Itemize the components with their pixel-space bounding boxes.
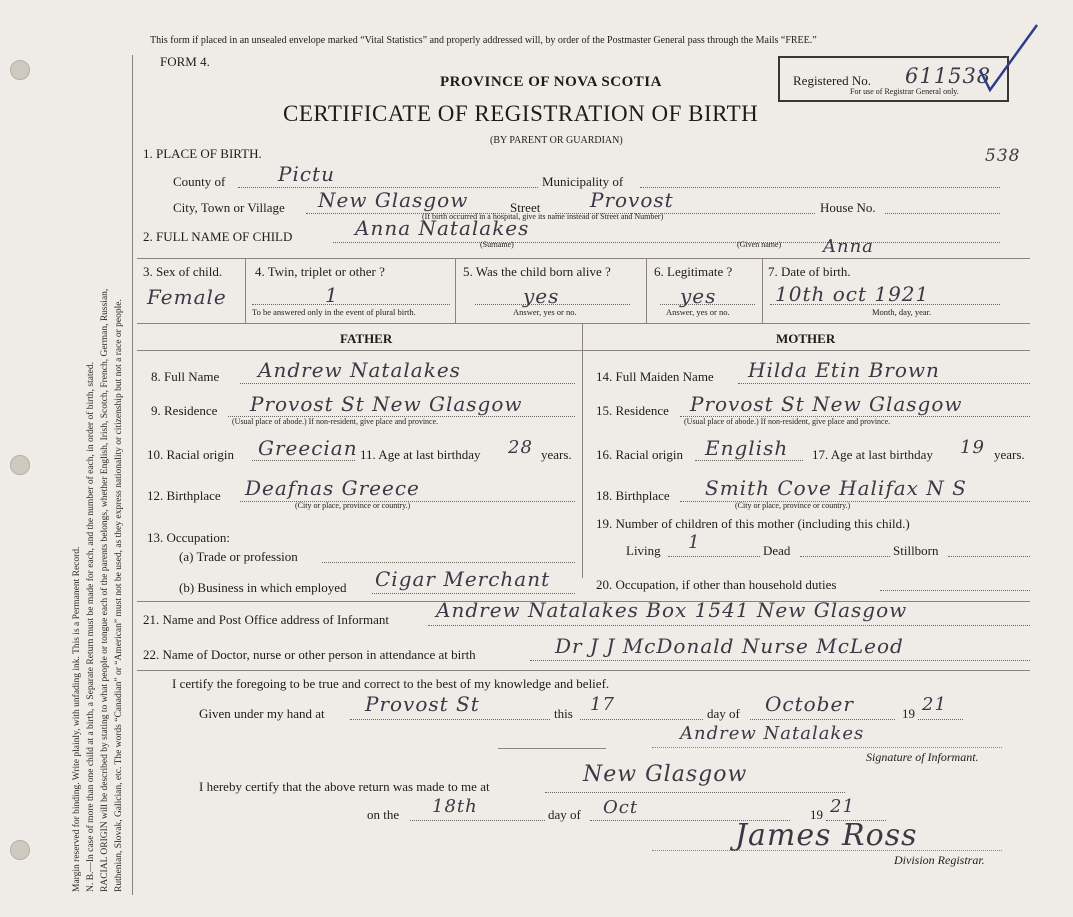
registered-number: 611538	[905, 64, 992, 88]
given-name-note: (Given name)	[737, 240, 782, 249]
certificate-title: CERTIFICATE OF REGISTRATION OF BIRTH	[283, 101, 759, 126]
sex-value: Female	[147, 285, 227, 309]
registrar-role-label: Division Registrar.	[894, 853, 985, 867]
children-count-label: 19. Number of children of this mother (including this child.)	[596, 516, 910, 531]
father-age-value: 28	[508, 437, 533, 458]
form-number: FORM 4.	[160, 54, 210, 69]
born-alive-value: yes	[523, 284, 560, 308]
street-label: Street	[510, 200, 541, 215]
margin-rule	[132, 55, 133, 895]
margin-note-3: RACIAL ORIGIN will be described by stating to what people or tongue each of the parents belongs, whether English, Irish, Scotch, French, German, Russian,	[100, 288, 110, 892]
given-at-value: Provost St	[365, 692, 480, 716]
father-residence-value: Provost St New Glasgow	[250, 392, 523, 416]
mother-residence-value: Provost St New Glasgow	[690, 392, 963, 416]
mother-heading: MOTHER	[776, 331, 836, 346]
date-of-birth-value: 10th oct 1921	[775, 282, 930, 306]
dead-label: Dead	[763, 543, 791, 558]
mother-racial-label: 16. Racial origin	[596, 447, 684, 462]
informant-signature: Andrew Natalakes	[680, 723, 865, 744]
twin-note: To be answered only in the event of plural birth.	[252, 307, 416, 317]
mother-years-label: years.	[994, 447, 1025, 462]
mother-age-value: 19	[960, 437, 985, 458]
registrar-statement: I hereby certify that the above return was made to me at	[199, 779, 490, 794]
mother-birthplace-value: Smith Cove Halifax N S	[705, 476, 967, 500]
certify-month-value: October	[765, 692, 854, 716]
binding-hole	[10, 60, 30, 80]
living-value: 1	[688, 532, 701, 553]
binding-hole	[10, 455, 30, 475]
legitimate-note: Answer, yes or no.	[666, 307, 730, 317]
child-name-label: 2. FULL NAME OF CHILD	[143, 229, 293, 244]
child-given-value: Anna	[823, 236, 874, 257]
house-no-label: House No.	[820, 200, 876, 215]
father-racial-value: Greecian	[258, 436, 358, 460]
doctor-label: 22. Name of Doctor, nurse or other person in attendance at birth	[143, 647, 476, 662]
trade-label: (a) Trade or profession	[179, 549, 298, 564]
business-label: (b) Business in which employed	[179, 580, 347, 595]
informant-signature-label: Signature of Informant.	[866, 750, 979, 764]
mother-residence-note: (Usual place of abode.) If non-resident, give place and province.	[684, 417, 891, 426]
margin-note-1: Margin reserved for binding. Write plainly, with unfading ink. This is a Permanent Record.	[72, 546, 82, 892]
informant-label: 21. Name and Post Office address of Informant	[143, 612, 389, 627]
father-birthplace-label: 12. Birthplace	[147, 488, 221, 503]
street-value: Provost	[590, 188, 674, 212]
registered-note: For use of Registrar General only.	[850, 87, 959, 96]
county-label: County of	[173, 174, 226, 189]
this-label: this	[554, 706, 573, 721]
father-name-value: Andrew Natalakes	[258, 358, 461, 382]
certify-year-value: 21	[922, 694, 947, 715]
county-value: Pictu	[278, 162, 335, 186]
mother-racial-value: English	[705, 436, 789, 460]
father-heading: FATHER	[340, 331, 393, 346]
margin-note-4: Ruthenian, Slovak, Galician, etc. The words “Canadian” or “American” must not be used, as they express nationality or citizenship but not a race or people.	[114, 299, 124, 892]
father-name-label: 8. Full Name	[151, 369, 220, 384]
municipality-label: Municipality of	[542, 174, 624, 189]
corner-number: 538	[985, 146, 1021, 166]
certify-day-value: 17	[590, 694, 615, 715]
mother-birthplace-note: (City or place, province or country.)	[735, 501, 851, 510]
certify-day-label: day of	[707, 706, 740, 721]
father-birthplace-note: (City or place, province or country.)	[295, 501, 411, 510]
informant-value: Andrew Natalakes Box 1541 New Glasgow	[436, 598, 908, 622]
margin-note-2: N. B.—In case of more than one child at a birth, a Separate Return must be made for each, and the number of each, in order of birth, stated.	[86, 362, 96, 892]
certify-statement: I certify the foregoing to be true and correct to the best of my knowledge and belief.	[172, 676, 610, 691]
legitimate-label: 6. Legitimate ?	[654, 264, 733, 279]
check-mark-icon	[975, 20, 1045, 95]
born-alive-label: 5. Was the child born alive ?	[463, 264, 611, 279]
registrar-on-label: on the	[367, 807, 400, 822]
mother-birthplace-label: 18. Birthplace	[596, 488, 670, 503]
father-birthplace-value: Deafnas Greece	[245, 476, 420, 500]
doctor-value: Dr J J McDonald Nurse McLeod	[555, 634, 904, 658]
registrar-place-value: New Glasgow	[583, 762, 748, 787]
certificate-subtitle: (BY PARENT OR GUARDIAN)	[490, 135, 623, 146]
legitimate-value: yes	[680, 284, 717, 308]
father-residence-label: 9. Residence	[151, 403, 218, 418]
child-surname-value: Anna Natalakes	[355, 216, 530, 240]
mother-name-label: 14. Full Maiden Name	[596, 369, 714, 384]
living-label: Living	[626, 543, 661, 558]
registrar-day-value: 18th	[432, 796, 478, 817]
mail-notice: This form if placed in an unsealed envelope marked “Vital Statistics” and properly addressed will, by order of the Postmaster General pass through the Mails “FREE.”	[150, 35, 817, 46]
mother-age-label: 17. Age at last birthday	[812, 447, 933, 462]
place-of-birth-label: 1. PLACE OF BIRTH.	[143, 146, 262, 161]
sex-label: 3. Sex of child.	[143, 264, 223, 279]
binding-hole	[10, 840, 30, 860]
hospital-note: (If birth occurred in a hospital, give its name instead of Street and Number)	[422, 212, 664, 221]
certify-year-prefix: 19	[902, 706, 915, 721]
city-label: City, Town or Village	[173, 200, 285, 215]
born-alive-note: Answer, yes or no.	[513, 307, 577, 317]
father-racial-label: 10. Racial origin	[147, 447, 235, 462]
registrar-year-value: 21	[830, 796, 855, 817]
province-heading: PROVINCE OF NOVA SCOTIA	[440, 74, 662, 90]
mother-residence-label: 15. Residence	[596, 403, 669, 418]
date-of-birth-label: 7. Date of birth.	[768, 264, 851, 279]
father-age-label: 11. Age at last birthday	[360, 447, 481, 462]
father-occupation-label: 13. Occupation:	[147, 530, 231, 545]
surname-note: (Surname)	[480, 240, 514, 249]
registered-label: Registered No.	[793, 73, 871, 88]
business-value: Cigar Merchant	[375, 567, 551, 591]
twin-label: 4. Twin, triplet or other ?	[255, 264, 385, 279]
registrar-month-value: Oct	[603, 797, 639, 818]
date-of-birth-note: Month, day, year.	[872, 307, 932, 317]
registrar-year-prefix: 19	[810, 807, 823, 822]
father-residence-note: (Usual place of abode.) If non-resident, give place and province.	[232, 417, 439, 426]
father-years-label: years.	[541, 447, 572, 462]
stillborn-label: Stillborn	[893, 543, 939, 558]
twin-value: 1	[325, 283, 339, 307]
registrar-day-label: day of	[548, 807, 581, 822]
city-value: New Glasgow	[318, 188, 469, 212]
given-under-label: Given under my hand at	[199, 706, 325, 721]
registrar-signature: James Ross	[735, 818, 918, 853]
mother-occupation-label: 20. Occupation, if other than household duties	[596, 577, 837, 592]
mother-name-value: Hilda Etin Brown	[748, 358, 940, 382]
